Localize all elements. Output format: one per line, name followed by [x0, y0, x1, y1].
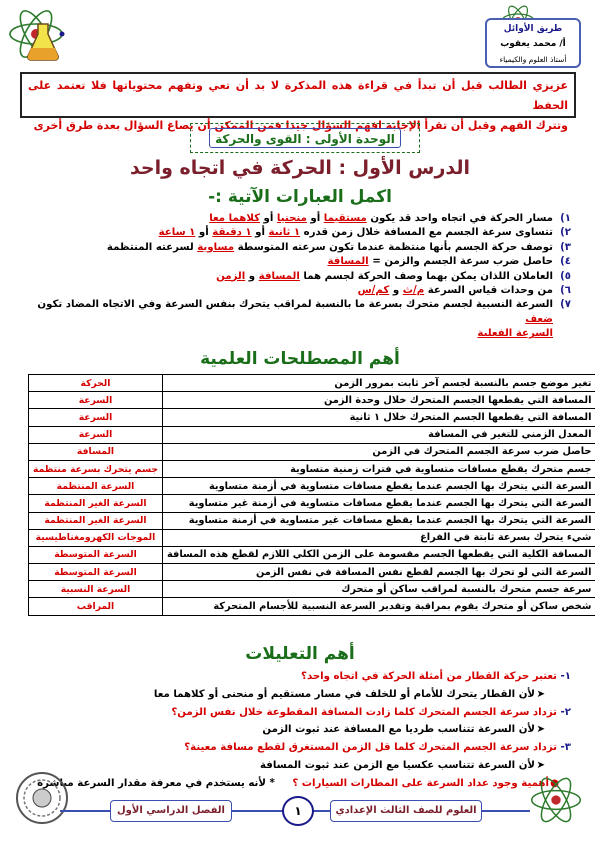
reason-question: ٣- تزداد سرعة الجسم المتحرك كلما قل الزمن المستغرق لقطع مسافة معينة؟	[184, 742, 571, 754]
answer-text: المسافة	[327, 256, 369, 268]
complete-section-title: اكمل العبارات الآتية :-	[208, 187, 392, 207]
term-definition: شخص ساكن أو متحرك يقوم بمراقبة وتقدير السرعة النسبية للأجسام المتحركة	[162, 598, 595, 615]
item-number: ٦)	[560, 285, 571, 297]
answer-text: المسافة	[258, 270, 300, 282]
unit-title: الوحدة الأولى : القوى والحركة	[209, 128, 401, 148]
answer-text: مستقيما	[323, 213, 367, 224]
sentence-text: من وحدات قياس السرعة	[424, 285, 553, 297]
item-text	[31, 298, 553, 327]
reason-question: ١- تعتبر حركة القطار من أمثلة الحركة في اتجاه واحد؟	[301, 671, 571, 682]
sentence-text: أو	[251, 227, 269, 239]
term-answer: السرعة الغير المنتظمة	[29, 495, 163, 512]
reason-answer: ➤لأن السرعة تتناسب عكسيا مع الزمن عند ثبوت المسافة	[21, 757, 571, 775]
answer-text: السرعة الفعلية	[477, 328, 553, 340]
term-answer: السرعة	[29, 392, 163, 409]
term-definition: المعدل الزمني للتغير في المسافة	[162, 426, 595, 443]
teacher-name: أ/ محمد يعقوب	[500, 39, 566, 49]
intro-line: وتترك الفهم وقبل أن تقرأ الإجابة افهم السؤال جيدا فمن الممكن أن يصاغ السؤال بعدة طرق أخرى	[33, 119, 568, 132]
sentence-text: مسار الحركة في اتجاه واحد قد يكون	[366, 213, 553, 224]
item-text	[477, 327, 553, 341]
term-answer: المراقب	[29, 598, 163, 615]
answer-text: الزمن	[216, 270, 246, 282]
table-row	[29, 529, 595, 546]
term-definition: المسافة التي يقطعها الجسم المتحرك خلال ١ ثانية	[162, 409, 595, 426]
term-answer: المسافة	[29, 443, 163, 460]
table-row	[29, 598, 595, 615]
arrow-bullet-icon: ➤	[536, 759, 545, 771]
term-answer: السرعة الغير المنتظمة	[29, 512, 163, 529]
answer-text: م/ث	[402, 285, 425, 297]
item-number: ٧)	[560, 299, 571, 311]
table-row	[29, 546, 595, 563]
term-definition: شيء يتحرك بسرعة ثابتة في الفراغ	[162, 529, 595, 546]
term-definition: السرعة التي يتحرك بها الجسم عندما يقطع مسافات متساوية في أزمنة غير متساوية	[162, 495, 595, 512]
term-definition: المسافة الكلية التي يقطعها الجسم مقسومة على الزمن الكلي اللازم لقطع هذه المسافة	[162, 546, 595, 563]
sentence-text: السرعة النسبية لجسم متحرك بسرعة ما بالنسبة لمراقب يتحرك بنفس السرعة وفي الاتجاه المضاد تكون	[37, 299, 553, 311]
table-row	[29, 392, 595, 409]
term-answer: السرعة المنتظمة	[29, 478, 163, 495]
answer-text: ضعف	[525, 313, 553, 325]
term-answer: جسم يتحرك بسرعة منتظمة	[29, 460, 163, 477]
term-answer: السرعة المتوسطة	[29, 546, 163, 563]
term-definition: حاصل ضرب سرعة الجسم المتحرك في الزمن	[162, 443, 595, 460]
term-definition: السرعة التي لو تحرك بها الجسم لقطع نفس المسافة في نفس الزمن	[162, 564, 595, 581]
term-definition: جسم متحرك يقطع مسافات متساوية في فترات زمنية متساوية	[162, 460, 595, 477]
dot-bullet-icon: ●	[550, 777, 559, 789]
table-row	[29, 426, 595, 443]
sentence-text: توصف حركة الجسم بأنها منتظمة عندما تكون سرعته المتوسطة	[234, 241, 553, 253]
table-row	[29, 564, 595, 581]
arrow-bullet-icon: ➤	[536, 724, 545, 736]
item-number: ٢)	[560, 227, 571, 239]
reason-question: ٢- تزداد سرعة الجسم المتحرك كلما زادت المسافة المقطوعة خلال نفس الزمن؟	[171, 706, 571, 718]
sentence-text: و	[245, 270, 259, 282]
reason-number: ١-	[560, 671, 571, 682]
unit-banner	[190, 123, 420, 153]
complete-item	[31, 284, 571, 298]
complete-item	[31, 327, 571, 341]
table-row	[29, 375, 595, 392]
table-row	[29, 409, 595, 426]
item-text	[216, 270, 553, 284]
term-answer: السرعة	[29, 409, 163, 426]
sentence-text: أو	[306, 213, 324, 224]
answer-text: مساوية	[197, 241, 235, 253]
reasons-section-title: أهم التعليلات	[245, 644, 355, 664]
term-answer: السرعة النسبية	[29, 581, 163, 598]
item-text	[358, 284, 553, 298]
item-number: ٤)	[560, 256, 571, 268]
term-answer: الموجات الكهرومغناطيسية	[29, 529, 163, 546]
reason-answer: ➤لأن السرعة تتناسب طرديا مع المسافة عند ثبوت الزمن	[21, 721, 571, 739]
reason-number: ٢-	[560, 706, 571, 718]
sentence-text: أو	[195, 227, 213, 239]
sentence-text: و	[389, 285, 403, 297]
answer-text: كم/س	[357, 285, 390, 297]
term-definition: السرعة التي يتحرك بها الجسم عندما يقطع مسافات غير متساوية في أزمنة متساوية	[162, 512, 595, 529]
answer-text: منحنيا	[276, 213, 307, 224]
term-answer: الحركة	[29, 375, 163, 392]
term-definition: سرعة جسم متحرك بالنسبة لمراقب ساكن أو متحرك	[162, 581, 595, 598]
table-row	[29, 443, 595, 460]
term-answer: السرعة	[29, 426, 163, 443]
atom-icon	[528, 772, 584, 828]
sentence-text: تتساوى سرعة الجسم مع المسافة خلال زمن قدره	[300, 227, 553, 239]
table-row	[29, 512, 595, 529]
table-row	[29, 478, 595, 495]
item-text	[107, 241, 553, 255]
answer-text: كلاهما معا	[209, 213, 260, 224]
term-answer: السرعة المتوسطة	[29, 564, 163, 581]
item-number	[553, 327, 571, 341]
footer-grade: العلوم للصف الثالث الإعدادي	[330, 800, 482, 822]
reason-answer: ➤لأن القطار يتحرك للأمام أو للخلف في مسار مستقيم أو منحنى أو كلاهما معا	[21, 686, 571, 704]
item-number: ٥)	[560, 270, 571, 282]
arrow-bullet-icon: ➤	[536, 688, 545, 700]
complete-item	[31, 255, 571, 269]
answer-text: ١ ثانية	[268, 227, 301, 239]
teacher-info-box	[485, 18, 581, 68]
item-text	[327, 255, 553, 269]
flask-icon	[22, 20, 64, 62]
intro-line: عزيزي الطالب قبل أن تبدأ في قراءة هذه المذكرة لا بد أن تعي وتفهم محتوياتها فلا تعتمد على الحفظ	[28, 79, 568, 112]
term-definition: المسافة التي يقطعها الجسم المتحرك خلال وحدة الزمن	[162, 392, 595, 409]
ornament-icon	[14, 770, 70, 826]
table-row	[29, 495, 595, 512]
complete-item	[31, 226, 571, 240]
reason-number: ٣-	[560, 742, 571, 754]
complete-item	[31, 241, 571, 255]
item-text	[159, 226, 553, 240]
reason-question: ●أهمية وجود عداد السرعة على المطارات السيارات ؟ * لأنه يستخدم في معرفة مقدار السرعة مباشرة	[21, 775, 571, 793]
complete-item	[31, 270, 571, 284]
sentence-text: أو	[260, 213, 277, 224]
answer-text: ١ ساعة	[158, 227, 196, 239]
item-text	[209, 212, 553, 226]
complete-list	[31, 212, 571, 342]
sentence-text: العاملان اللذان يمكن بهما وصف الحركة لجسم هما	[299, 270, 553, 282]
term-definition: تغير موضع جسم بالنسبة لجسم آخر ثابت بمرور الزمن	[162, 375, 595, 392]
footer-term: الفصل الدراسي الأول	[110, 800, 232, 822]
terms-table	[28, 374, 595, 616]
reasons-list	[21, 668, 571, 793]
terms-section-title: أهم المصطلحات العلمية	[200, 349, 400, 369]
lesson-title: الدرس الأول : الحركة في اتجاه واحد	[129, 157, 471, 179]
complete-item	[31, 298, 571, 327]
term-definition: السرعة التي يتحرك بها الجسم عندما يقطع مسافات متساوية في أزمنة متساوية	[162, 478, 595, 495]
complete-item	[31, 212, 571, 226]
sentence-text: حاصل ضرب سرعة الجسم والزمن =	[368, 256, 553, 268]
site-name: طريق الأوائل	[503, 24, 563, 34]
table-row	[29, 460, 595, 477]
teacher-subject: أستاذ العلوم والكيمياء	[499, 55, 567, 64]
item-number: ١)	[560, 213, 571, 224]
table-row	[29, 581, 595, 598]
intro-note	[20, 72, 576, 132]
page-number: ١	[282, 796, 314, 826]
answer-text: ١ دقيقة	[212, 227, 252, 239]
item-number: ٣)	[560, 241, 571, 253]
sentence-text: لسرعته المنتظمة	[106, 241, 198, 253]
